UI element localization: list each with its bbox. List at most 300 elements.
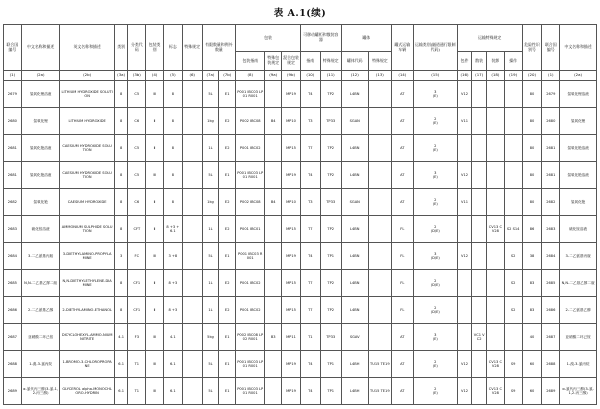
cell-lbl: 8 — [163, 108, 182, 135]
cell-lq: 5L — [202, 162, 219, 189]
cell-t10: T7 — [300, 297, 320, 324]
cell-un: 2681 — [4, 135, 22, 162]
cell-eq: E2 — [219, 297, 236, 324]
cell-t12: L4BN — [341, 135, 368, 162]
column-number: (6) — [182, 71, 202, 81]
cell-t18: CV13 CV28 — [487, 378, 505, 405]
cell-p9b: MP19 — [282, 378, 301, 405]
cell-p8: P002 IBC08 — [236, 108, 265, 135]
table-row — [4, 297, 597, 324]
cell-p8: P002 IBC08 — [236, 189, 265, 216]
column-number: (7b) — [219, 71, 236, 81]
cell-pg: Ⅱ — [146, 270, 164, 297]
cell-sp — [182, 243, 202, 270]
header-sp-bulk: 散装 — [472, 52, 487, 71]
cell-lq: 5L — [202, 351, 219, 378]
cell-t15: 2 (E) — [413, 189, 457, 216]
cell-un: 2688 — [4, 351, 22, 378]
column-number: (9b) — [282, 71, 301, 81]
cell-t12: L4BN — [341, 270, 368, 297]
cell-t17 — [472, 135, 487, 162]
cell-lq: 1kg — [202, 189, 219, 216]
cell-p8: P001 IBC03 LP01 R001 — [236, 378, 265, 405]
cell-p8: P001 IBC03 LP01 R001 — [236, 162, 265, 189]
header-cn-name: 中文名称和描述 — [21, 25, 60, 71]
cell-t18 — [487, 135, 505, 162]
table-row — [4, 81, 597, 108]
cell-t14: FL — [391, 216, 413, 243]
cell-p9a — [265, 378, 282, 405]
cell-lq: 1L — [202, 297, 219, 324]
cell-un2: 2680 — [542, 108, 560, 135]
cell-t19 — [504, 162, 522, 189]
column-number: (11) — [320, 71, 341, 81]
column-number: (4) — [146, 71, 164, 81]
cell-t14: FL — [391, 297, 413, 324]
cell-t10: T4 — [300, 378, 320, 405]
cell-t10: T7 — [300, 270, 320, 297]
cell-t12: SGAN — [341, 189, 368, 216]
cell-t16 — [457, 135, 472, 162]
cell-sp — [182, 189, 202, 216]
cell-t15: 2 (E) — [413, 108, 457, 135]
cell-c3b: T1 — [128, 351, 146, 378]
cell-en: 2-DIETHYLAMINO-ETHANOL — [60, 297, 114, 324]
cell-t17 — [472, 162, 487, 189]
cell-t20: 80 — [522, 108, 542, 135]
column-number: (17) — [472, 71, 487, 81]
header-un-no: 联合国编号 — [4, 25, 22, 71]
header-sp-operation: 操作 — [504, 52, 522, 71]
cell-p9b: MP11 — [282, 324, 301, 351]
cell-t15: 2 (D/E) — [413, 297, 457, 324]
cell-t10: T4 — [300, 162, 320, 189]
cell-t17 — [472, 270, 487, 297]
header-tank-instructions: 指南 — [300, 52, 320, 71]
cell-t10: T4 — [300, 351, 320, 378]
cell-eq: E1 — [219, 351, 236, 378]
cell-pg: Ⅲ — [146, 351, 164, 378]
cell-t20: 80 — [522, 189, 542, 216]
cell-t19 — [504, 189, 522, 216]
cell-en: DICYCLOHEXYL-AMMO-NIUMNITRITE — [60, 324, 114, 351]
cell-p9a: B4 — [265, 108, 282, 135]
header-class-code: 分类代码 — [128, 25, 146, 71]
cell-cn2: 亚硝酸二环己铵 — [560, 324, 597, 351]
cell-lbl: 8 +3 + 6.1 — [163, 216, 182, 243]
header-rtank-special: 特殊规定 — [368, 52, 391, 71]
cell-t18 — [487, 243, 505, 270]
cell-lq: 1L — [202, 216, 219, 243]
cell-lbl: 8 — [163, 81, 182, 108]
cell-c3b: C6 — [128, 189, 146, 216]
cell-c3a: 8 — [114, 135, 128, 162]
cell-pg: Ⅱ — [146, 297, 164, 324]
cell-t20: 86 — [522, 216, 542, 243]
column-number: (19) — [504, 71, 522, 81]
cell-t11: TP33 — [320, 189, 341, 216]
cell-t14: AT — [391, 81, 413, 108]
cell-t14: AT — [391, 108, 413, 135]
table-row — [4, 108, 597, 135]
cell-eq: E2 — [219, 216, 236, 243]
cell-t10: T4 — [300, 81, 320, 108]
cell-lbl: 6.1 — [163, 351, 182, 378]
header-pkg-instructions: 包装指南 — [236, 52, 265, 71]
cell-un: 2686 — [4, 297, 22, 324]
cell-un2: 2685 — [542, 270, 560, 297]
cell-p9a — [265, 216, 282, 243]
cell-lbl: 8 — [163, 162, 182, 189]
cell-p9b: MP15 — [282, 297, 301, 324]
cell-c3a: 8 — [114, 81, 128, 108]
cell-eq: E2 — [219, 270, 236, 297]
cell-eq: E2 — [219, 189, 236, 216]
cell-p8: P001 IBC02 — [236, 297, 265, 324]
cell-eq: E1 — [219, 243, 236, 270]
cell-c3b: C6 — [128, 108, 146, 135]
cell-cn: 1-溴-3-氯丙烷 — [21, 351, 60, 378]
cell-t17 — [472, 81, 487, 108]
cell-p9b: MP19 — [282, 243, 301, 270]
cell-p9b: MP19 — [282, 162, 301, 189]
cell-p9a — [265, 270, 282, 297]
cell-un: 2684 — [4, 243, 22, 270]
cell-c3b: C5 — [128, 81, 146, 108]
cell-p9a — [265, 297, 282, 324]
cell-un: 2685 — [4, 270, 22, 297]
cell-p9b: MP10 — [282, 108, 301, 135]
cell-p9a — [265, 243, 282, 270]
cell-un: 2689 — [4, 378, 22, 405]
cell-cn2: 1-溴-3-氯丙烷 — [560, 351, 597, 378]
cell-t13 — [368, 189, 391, 216]
cell-un: 2679 — [4, 81, 22, 108]
cell-t20: 60 — [522, 351, 542, 378]
column-number: (10) — [300, 71, 320, 81]
table-body — [4, 81, 597, 405]
cell-cn2: 氢氧化锂溶液 — [560, 81, 597, 108]
header-tanks: 罐体 — [341, 25, 391, 52]
cell-pg: Ⅲ — [146, 378, 164, 405]
cell-lq: 1L — [202, 135, 219, 162]
cell-cn2: 氢氧化铯溶液 — [560, 162, 597, 189]
cell-pg: Ⅲ — [146, 162, 164, 189]
cell-t20: 38 — [522, 243, 542, 270]
cell-pg: Ⅲ — [146, 324, 164, 351]
cell-cn: 氢氧化锂溶液 — [21, 81, 60, 108]
cell-t17 — [472, 189, 487, 216]
cell-lq: 5L — [202, 243, 219, 270]
cell-t12: SGAN — [341, 108, 368, 135]
cell-un2: 2679 — [542, 81, 560, 108]
cell-t18 — [487, 297, 505, 324]
cell-sp — [182, 108, 202, 135]
cell-un2: 2687 — [542, 324, 560, 351]
cell-t12: L4BN — [341, 216, 368, 243]
column-number: (1) — [4, 71, 22, 81]
column-number: (8) — [236, 71, 265, 81]
cell-c3b: C5 — [128, 162, 146, 189]
cell-p9a: B4 — [265, 189, 282, 216]
cell-c3b: C5 — [128, 135, 146, 162]
header-packing-group: 包装类别 — [146, 25, 164, 71]
cell-eq: E1 — [219, 324, 236, 351]
header-labels: 标志 — [163, 25, 182, 71]
cell-pg: Ⅱ — [146, 108, 164, 135]
cell-t14: AT — [391, 378, 413, 405]
cell-en: GLYCEROL alpha-MONOCHLORO-HYDRIN — [60, 378, 114, 405]
cell-c3b: CF1 — [128, 270, 146, 297]
cell-t13 — [368, 81, 391, 108]
cell-en: N,N-DIETHYLETHYLENE-DIAMINE — [60, 270, 114, 297]
cell-eq: E1 — [219, 378, 236, 405]
column-number: (2a) — [560, 71, 597, 81]
cell-lbl: 8 +3 — [163, 270, 182, 297]
cell-cn: 2-二乙氨基乙醇 — [21, 297, 60, 324]
cell-t16: V12 — [457, 351, 472, 378]
cell-sp — [182, 216, 202, 243]
cell-t11: TP33 — [320, 108, 341, 135]
cell-t19: S2 — [504, 243, 522, 270]
cell-p9a — [265, 351, 282, 378]
cell-lq: 1L — [202, 270, 219, 297]
cell-t10: T1 — [300, 324, 320, 351]
header-sp-packages: 包件 — [457, 52, 472, 71]
cell-t17 — [472, 297, 487, 324]
table-row — [4, 216, 597, 243]
dangerous-goods-table — [3, 24, 597, 405]
cell-t19 — [504, 135, 522, 162]
cell-c3a: 8 — [114, 162, 128, 189]
cell-t20: 80 — [522, 135, 542, 162]
cell-c3a: 8 — [114, 270, 128, 297]
cell-lq: 1kg — [202, 108, 219, 135]
cell-t12: L4BN — [341, 162, 368, 189]
cell-t19: S2 — [504, 297, 522, 324]
cell-t13 — [368, 243, 391, 270]
cell-cn2: 硫化铵溶液 — [560, 216, 597, 243]
cell-cn2: N,N-二乙基乙撑二胺 — [560, 270, 597, 297]
table-row — [4, 243, 597, 270]
cell-t14: AT — [391, 135, 413, 162]
cell-t13 — [368, 135, 391, 162]
cell-lq: 5L — [202, 378, 219, 405]
cell-t16: V12 — [457, 81, 472, 108]
cell-t13: TU15 TE19 — [368, 351, 391, 378]
cell-un: 2683 — [4, 216, 22, 243]
cell-c3a: 3 — [114, 243, 128, 270]
cell-t18: CV13 CV28 — [487, 216, 505, 243]
cell-c3a: 6.1 — [114, 378, 128, 405]
cell-t10: T4 — [300, 243, 320, 270]
cell-t12: L4BH — [341, 351, 368, 378]
cell-t14: AT — [391, 351, 413, 378]
cell-t14: AT — [391, 324, 413, 351]
cell-t16 — [457, 216, 472, 243]
header-hazard-id: 危险性识别号 — [522, 25, 542, 71]
column-number: (16) — [457, 71, 472, 81]
cell-sp — [182, 324, 202, 351]
column-number: (2b) — [60, 71, 114, 81]
cell-lbl: 8 — [163, 135, 182, 162]
cell-t12: L4BN — [341, 297, 368, 324]
cell-t15: 2 (E) — [413, 135, 457, 162]
table-header — [4, 25, 597, 81]
column-number: (3b) — [128, 71, 146, 81]
cell-eq: E2 — [219, 108, 236, 135]
cell-t15: 2 (D/E) — [413, 216, 457, 243]
cell-t13 — [368, 297, 391, 324]
cell-t13: TU15 TE19 — [368, 378, 391, 405]
cell-p8: P001 IBC03 LP01 R001 — [236, 351, 265, 378]
table-row — [4, 270, 597, 297]
cell-t19: S9 — [504, 378, 522, 405]
column-number: (14) — [391, 71, 413, 81]
cell-t19 — [504, 108, 522, 135]
cell-t20: 83 — [522, 270, 542, 297]
cell-t20: 60 — [522, 378, 542, 405]
cell-cn: α-氯代丙三醇(3-氯-1,2-丙三醇) — [21, 378, 60, 405]
cell-t18 — [487, 162, 505, 189]
cell-lbl: 8 +3 — [163, 297, 182, 324]
cell-un: 2681 — [4, 162, 22, 189]
cell-un2: 2688 — [542, 351, 560, 378]
table-row — [4, 189, 597, 216]
cell-p9a — [265, 162, 282, 189]
cell-pg: Ⅲ — [146, 81, 164, 108]
cell-t15: 2 (D/E) — [413, 270, 457, 297]
cell-t12: SGAV — [341, 324, 368, 351]
column-number: (2a) — [21, 71, 60, 81]
header-transport-category: 运输类别(隧道通行限制代码) — [413, 25, 457, 71]
column-number: (18) — [487, 71, 505, 81]
cell-t10: T7 — [300, 216, 320, 243]
cell-t17 — [472, 108, 487, 135]
cell-p9b: MP15 — [282, 135, 301, 162]
table-row — [4, 351, 597, 378]
cell-t10: T7 — [300, 135, 320, 162]
table-row — [4, 324, 597, 351]
cell-t16: V12 — [457, 243, 472, 270]
cell-eq: E1 — [219, 81, 236, 108]
header-portable-tanks: 可移动罐柜和散装容器 — [300, 25, 341, 52]
cell-t11: TP1 — [320, 378, 341, 405]
cell-c3a: 8 — [114, 108, 128, 135]
cell-lbl: 3 +8 — [163, 243, 182, 270]
cell-en: CAESIUM HYDROXIDE SOLUTION — [60, 162, 114, 189]
cell-pg: Ⅲ — [146, 243, 164, 270]
header-un-no-2: 联合国编号 — [542, 25, 560, 71]
header-tank-code: 罐体代码 — [341, 52, 368, 71]
cell-t16: V11 — [457, 189, 472, 216]
column-number: (7a) — [202, 71, 219, 81]
cell-p8: P001 IBC03 LP01 R001 — [236, 81, 265, 108]
cell-t17: VC1 VC2 — [472, 324, 487, 351]
cell-en: CAESIUM HYDROXIDE — [60, 189, 114, 216]
cell-c3a: 6.1 — [114, 351, 128, 378]
cell-t17 — [472, 216, 487, 243]
cell-c3a: 8 — [114, 189, 128, 216]
cell-sp — [182, 297, 202, 324]
cell-un: 2680 — [4, 108, 22, 135]
cell-t13 — [368, 108, 391, 135]
cell-un: 2687 — [4, 324, 22, 351]
cell-cn2: 3-二乙氨基丙胺 — [560, 243, 597, 270]
cell-t17 — [472, 378, 487, 405]
cell-t10: T3 — [300, 108, 320, 135]
cell-lq: 5kg — [202, 324, 219, 351]
cell-t16 — [457, 324, 472, 351]
cell-p8: P001 IBC03 R001 — [236, 243, 265, 270]
cell-p8: P001 IBC02 — [236, 135, 265, 162]
cell-c3a: 4.1 — [114, 324, 128, 351]
cell-p9a — [265, 81, 282, 108]
cell-en: 3-DIETHYLAMINO-PROPYLAMINE — [60, 243, 114, 270]
header-pkg-special: 特殊包装规定 — [265, 52, 282, 71]
column-number: (1) — [542, 71, 560, 81]
cell-t20: 40 — [522, 324, 542, 351]
cell-t13 — [368, 324, 391, 351]
cell-t15: 3 (E) — [413, 324, 457, 351]
cell-cn2: 2-二乙氨基乙醇 — [560, 297, 597, 324]
header-mixed-packing: 混合包装规定 — [282, 52, 301, 71]
cell-t19: S2 — [504, 270, 522, 297]
cell-t11: TP2 — [320, 216, 341, 243]
cell-t19 — [504, 81, 522, 108]
cell-t11: TP33 — [320, 324, 341, 351]
cell-p8: P001 IBC02 — [236, 270, 265, 297]
cell-sp — [182, 162, 202, 189]
cell-t10: T3 — [300, 189, 320, 216]
header-en-name: 英文名称和描述 — [60, 25, 114, 71]
cell-pg: Ⅱ — [146, 189, 164, 216]
cell-un2: 2681 — [542, 135, 560, 162]
cell-pg: Ⅱ — [146, 135, 164, 162]
cell-t12: L4BN — [341, 81, 368, 108]
cell-t16: V12 — [457, 162, 472, 189]
cell-t15: 3 (E) — [413, 81, 457, 108]
column-number: (5) — [163, 71, 182, 81]
cell-p9b: MP10 — [282, 189, 301, 216]
column-number: (20) — [522, 71, 542, 81]
cell-en: LITHIUM HYDROXIDE SOLUTION — [60, 81, 114, 108]
cell-c3b: F3 — [128, 324, 146, 351]
cell-t11: TP2 — [320, 270, 341, 297]
cell-un2: 2683 — [542, 216, 560, 243]
cell-t11: TP1 — [320, 351, 341, 378]
cell-sp — [182, 270, 202, 297]
cell-un2: 2686 — [542, 297, 560, 324]
cell-p8: P001 IBC01 — [236, 216, 265, 243]
cell-t12: L4BN — [341, 243, 368, 270]
cell-t13 — [368, 216, 391, 243]
column-number: (15) — [413, 71, 457, 81]
cell-t18 — [487, 270, 505, 297]
cell-t14: AT — [391, 162, 413, 189]
cell-lbl: 6.1 — [163, 378, 182, 405]
cell-un2: 2689 — [542, 378, 560, 405]
cell-p9b: MP19 — [282, 81, 301, 108]
cell-en: AMMONIUM SULPHIDE SOLUTION — [60, 216, 114, 243]
cell-t19 — [504, 324, 522, 351]
cell-t20: 80 — [522, 162, 542, 189]
cell-p9a: B3 — [265, 324, 282, 351]
cell-p9b: MP19 — [282, 351, 301, 378]
cell-t18 — [487, 324, 505, 351]
cell-un2: 2682 — [542, 189, 560, 216]
cell-t15: 2 (E) — [413, 378, 457, 405]
